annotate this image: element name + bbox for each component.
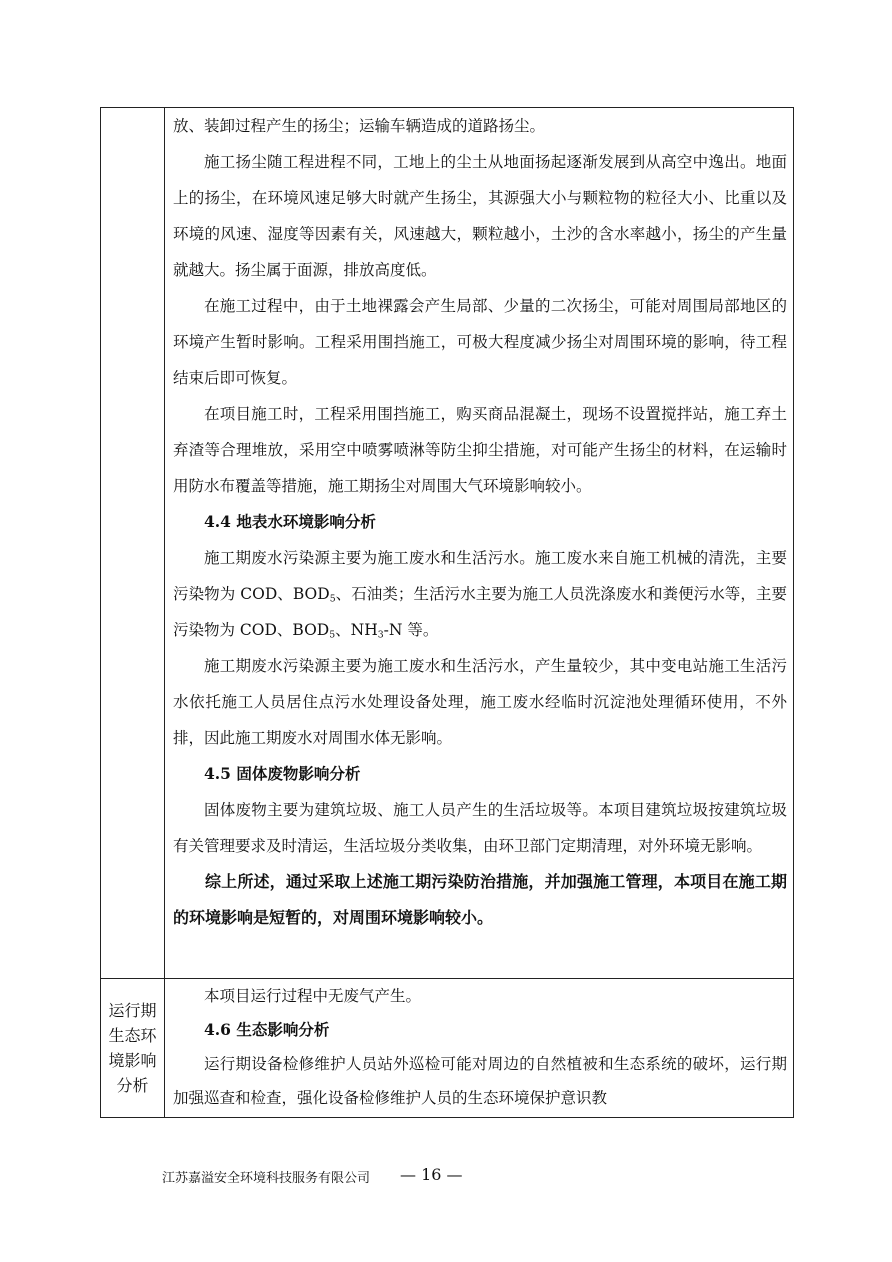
operation-content-cell xyxy=(165,979,794,1118)
label-line: 境影响 xyxy=(108,1051,157,1070)
page-number: — 16 — xyxy=(400,1165,463,1184)
paragraph-wastewater-treatment: 施工期废水污染源主要为施工废水和生活污水，产生量较少，其中变电站施工生活污水依托施工人员居住点污水处理设备处理，施工废水经临时沉淀池处理循环使用，不外排，因此施工期废水对周围水体无影响。 xyxy=(173,657,787,747)
paragraph-solid-waste: 固体废物主要为建筑垃圾、施工人员产生的生活垃圾等。本项目建筑垃圾按建筑垃圾有关管理要求及时清运，生活垃圾分类收集，由环卫部门定期清理，对外环境无影响。 xyxy=(173,801,787,855)
construction-period-row xyxy=(101,108,794,979)
paragraph-wastewater-sources: 施工期废水污染源主要为施工废水和生活污水。施工废水来自施工机械的清洗，主要污染物为 COD、$BOD_5$、石油类；生活污水主要为施工人员洗涤废水和粪便污水等，主要污染物为 COD、$BOD_5$、$NH_3-N$ 等。 xyxy=(173,549,787,641)
label-line: 运行期 xyxy=(108,1001,157,1020)
paragraph-dust-measures: 在项目施工时，工程采用围挡施工，购买商品混凝土，现场不设置搅拌站，施工弃土弃渣等合理堆放，采用空中喷雾喷淋等防尘抑尘措施，对可能产生扬尘的材料，在运输时用防水布覆盖等措施，施工期扬尘对周围大气环境影响较小。 xyxy=(173,405,787,495)
operation-period-row xyxy=(101,979,794,1118)
assessment-table xyxy=(100,107,794,1118)
page-footer xyxy=(0,1163,892,1193)
construction-content-cell xyxy=(165,108,794,979)
label-line: 生态环 xyxy=(108,1026,157,1045)
paragraph-no-exhaust: 本项目运行过程中无废气产生。 xyxy=(204,987,422,1005)
paragraph-ecology: 运行期设备检修维护人员站外巡检可能对周边的自然植被和生态系统的破坏，运行期加强巡查和检查，强化设备检修维护人员的生态环境保护意识教 xyxy=(173,1055,787,1107)
heading-solid-waste: 4.5 固体废物影响分析 xyxy=(204,764,361,783)
footer-company: 江苏嘉溢安全环境科技服务有限公司 xyxy=(162,1171,371,1186)
row-label-empty xyxy=(101,108,165,979)
paragraph-dust-sources: 放、装卸过程产生的扬尘；运输车辆造成的道路扬尘。 xyxy=(173,117,546,135)
paragraph-summary: 综上所述，通过采取上述施工期污染防治措施，并加强施工管理，本项目在施工期的环境影响是短暂的，对周围环境影响较小。 xyxy=(173,872,787,927)
label-line: 分析 xyxy=(116,1076,149,1095)
paragraph-dust-mechanism: 施工扬尘随工程进程不同，工地上的尘土从地面扬起逐渐发展到从高空中逸出。地面上的扬尘，在环境风速足够大时就产生扬尘，其源强大小与颗粒物的粒径大小、比重以及环境的风速、湿度等因素有关，风速越大，颗粒越小，土沙的含水率越小，扬尘的产生量就越大。扬尘属于面源，排放高度低。 xyxy=(173,153,787,279)
paragraph-secondary-dust: 在施工过程中，由于土地裸露会产生局部、少量的二次扬尘，可能对周围局部地区的环境产生暂时影响。工程采用围挡施工，可极大程度减少扬尘对周围环境的影响，待工程结束后即可恢复。 xyxy=(173,297,787,387)
heading-surface-water: 4.4 地表水环境影响分析 xyxy=(204,512,376,531)
row-label-operation-ecology xyxy=(101,979,165,1118)
heading-ecology: 4.6 生态影响分析 xyxy=(204,1020,330,1039)
